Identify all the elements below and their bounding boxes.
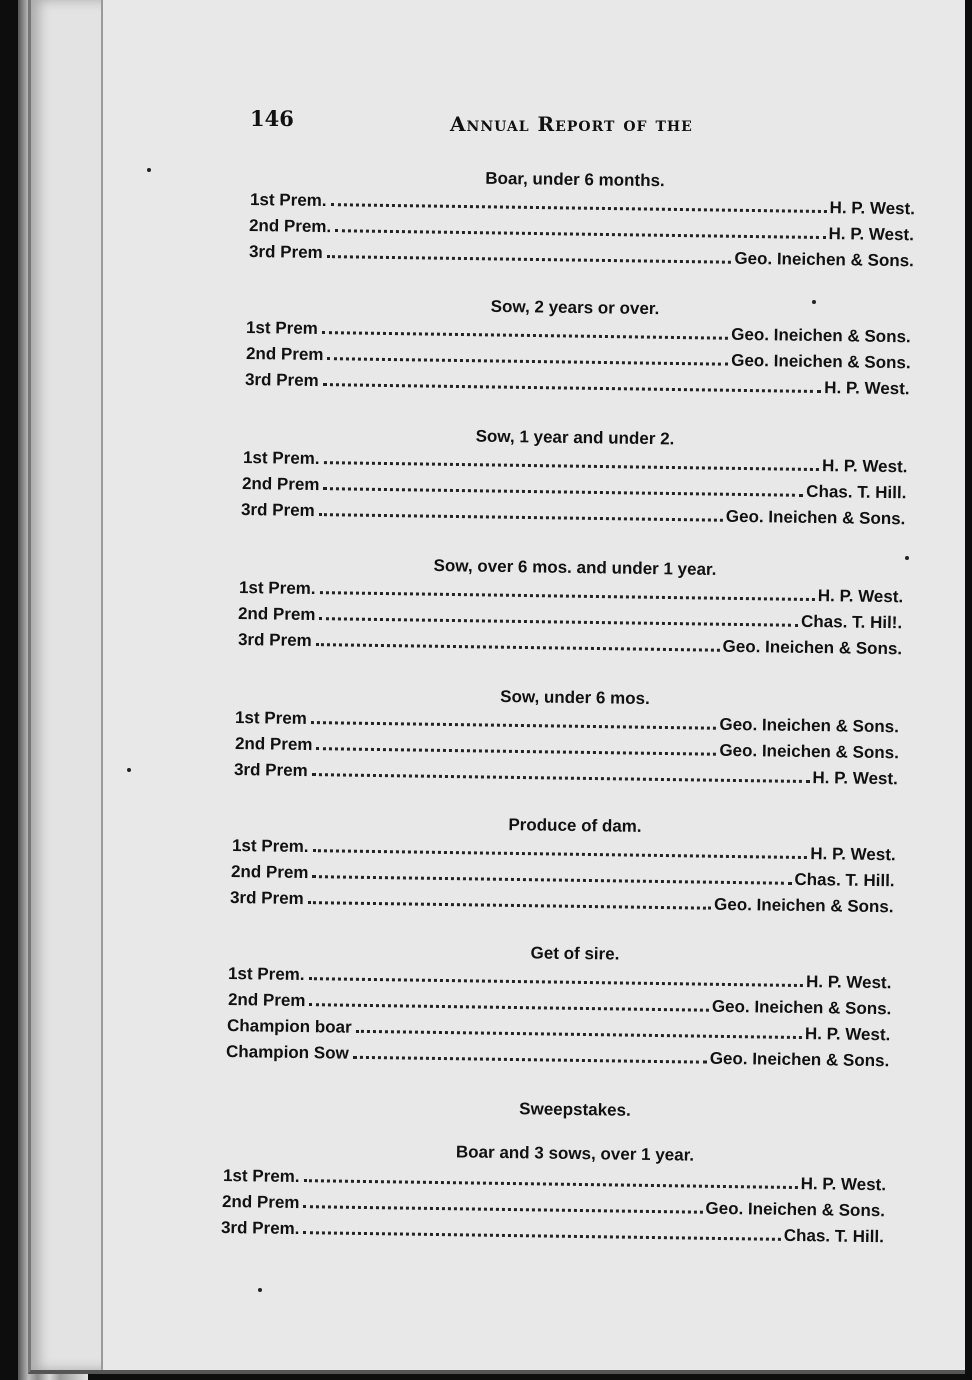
premium-label: 3rd Prem bbox=[244, 370, 319, 391]
dot-leader bbox=[323, 487, 803, 497]
dust-speck bbox=[127, 768, 131, 772]
winner-name: Geo. Ineichen & Sons. bbox=[730, 350, 911, 373]
winner-name: Geo. Ineichen & Sons. bbox=[733, 248, 914, 271]
winner-name: Geo. Ineichen & Sons. bbox=[731, 324, 912, 347]
premium-label: 2nd Prem bbox=[231, 862, 309, 883]
winner-name: Geo. Ineichen & Sons. bbox=[719, 714, 900, 737]
winner-name: H. P. West. bbox=[810, 844, 896, 865]
dust-speck bbox=[905, 556, 909, 560]
dot-leader bbox=[309, 1003, 708, 1012]
winner-name: Chas. T. Hill. bbox=[794, 869, 895, 891]
dot-leader bbox=[316, 747, 716, 756]
dot-leader bbox=[335, 229, 825, 239]
winner-name: H. P. West. bbox=[824, 378, 910, 399]
dust-speck bbox=[258, 1288, 262, 1292]
section-heading: Sow, under 6 mos. bbox=[500, 686, 650, 709]
premium-label: 1st Prem. bbox=[222, 1166, 300, 1187]
winner-name: Chas. T. Hil!. bbox=[801, 611, 903, 633]
premium-label: 3rd Prem bbox=[230, 888, 305, 909]
dot-leader bbox=[315, 643, 719, 652]
dot-leader bbox=[330, 203, 826, 213]
winner-name: Geo. Ineichen & Sons. bbox=[709, 1048, 890, 1071]
dot-leader bbox=[311, 721, 717, 730]
premium-label: 3rd Prem bbox=[237, 630, 312, 651]
section-heading: Boar and 3 sows, over 1 year. bbox=[455, 1142, 695, 1165]
winner-name: H. P. West. bbox=[817, 586, 904, 607]
dust-speck bbox=[812, 300, 816, 304]
premium-label: 3rd Prem bbox=[241, 500, 316, 521]
premium-label: 2nd Prem bbox=[227, 990, 306, 1011]
section-heading: Sow, 2 years or over. bbox=[490, 296, 660, 319]
dot-leader bbox=[327, 357, 728, 366]
section-heading: Boar, under 6 months. bbox=[485, 168, 665, 191]
dot-leader bbox=[308, 901, 711, 910]
premium-label: 3rd Prem. bbox=[221, 1218, 300, 1239]
premium-label: 3rd Prem bbox=[233, 760, 308, 781]
dot-leader bbox=[323, 461, 819, 471]
running-head: Annual Report of the bbox=[450, 112, 693, 136]
dot-leader bbox=[309, 977, 804, 987]
winner-name: Chas. T. Hill. bbox=[783, 1225, 885, 1247]
winner-name: Chas. T. Hill. bbox=[806, 481, 907, 503]
section-heading: Sow, 1 year and under 2. bbox=[475, 426, 675, 449]
section-heading: Sweepstakes. bbox=[519, 1099, 631, 1120]
dot-leader bbox=[319, 513, 723, 522]
premium-label: 1st Prem. bbox=[249, 190, 327, 211]
dot-leader bbox=[355, 1030, 801, 1039]
dot-leader bbox=[322, 331, 728, 340]
page-number: 146 bbox=[250, 106, 294, 131]
winner-name: H. P. West. bbox=[800, 1174, 886, 1195]
dot-leader bbox=[312, 849, 807, 859]
premium-label: 1st Prem. bbox=[242, 448, 320, 469]
section-heading: Get of sire. bbox=[530, 943, 620, 964]
dot-leader bbox=[303, 1205, 702, 1214]
premium-label: 1st Prem. bbox=[231, 836, 309, 857]
premium-label: 3rd Prem bbox=[248, 242, 323, 263]
premium-label: Champion Sow bbox=[226, 1042, 350, 1063]
premium-label: 2nd Prem bbox=[234, 734, 313, 755]
winner-name: Geo. Ineichen & Sons. bbox=[719, 740, 899, 763]
dot-leader bbox=[303, 1179, 797, 1189]
winner-name: H. P. West. bbox=[812, 768, 898, 789]
section-heading: Sow, over 6 mos. and under 1 year. bbox=[433, 556, 717, 579]
dot-leader bbox=[313, 875, 792, 885]
premium-label: 2nd Prem bbox=[241, 474, 320, 495]
winner-name: Geo. Ineichen & Sons. bbox=[711, 996, 892, 1019]
premium-label: 1st Prem. bbox=[239, 578, 316, 599]
dust-speck bbox=[147, 168, 151, 172]
winner-name: Geo. Ineichen & Sons. bbox=[722, 636, 902, 659]
premium-label: 2nd Prem bbox=[245, 344, 324, 365]
premium-label: 1st Prem. bbox=[228, 964, 306, 985]
dot-leader bbox=[323, 383, 822, 393]
dot-leader bbox=[320, 617, 799, 627]
winner-name: H. P. West. bbox=[829, 198, 916, 219]
premium-label: 2nd Prem bbox=[238, 604, 317, 625]
dot-leader bbox=[312, 773, 810, 783]
dot-leader bbox=[326, 255, 731, 264]
winner-name: H. P. West. bbox=[828, 224, 915, 245]
premium-label: 1st Prem bbox=[235, 708, 308, 729]
section-heading: Produce of dam. bbox=[508, 815, 642, 836]
page-header bbox=[0, 106, 972, 136]
premium-label: 2nd Prem. bbox=[249, 216, 332, 237]
dot-leader bbox=[304, 1231, 781, 1241]
winner-name: H. P. West. bbox=[821, 456, 908, 477]
winner-name: Geo. Ineichen & Sons. bbox=[705, 1198, 886, 1221]
winner-name: H. P. West. bbox=[804, 1024, 891, 1045]
dot-leader bbox=[353, 1056, 707, 1064]
winner-name: Geo. Ineichen & Sons. bbox=[726, 506, 906, 529]
premium-label: Champion boar bbox=[226, 1016, 352, 1037]
dot-leader bbox=[320, 591, 815, 601]
winner-name: H. P. West. bbox=[806, 972, 892, 993]
premium-label: 2nd Prem bbox=[221, 1192, 300, 1213]
winner-name: Geo. Ineichen & Sons. bbox=[714, 894, 895, 917]
premium-label: 1st Prem bbox=[246, 318, 319, 339]
